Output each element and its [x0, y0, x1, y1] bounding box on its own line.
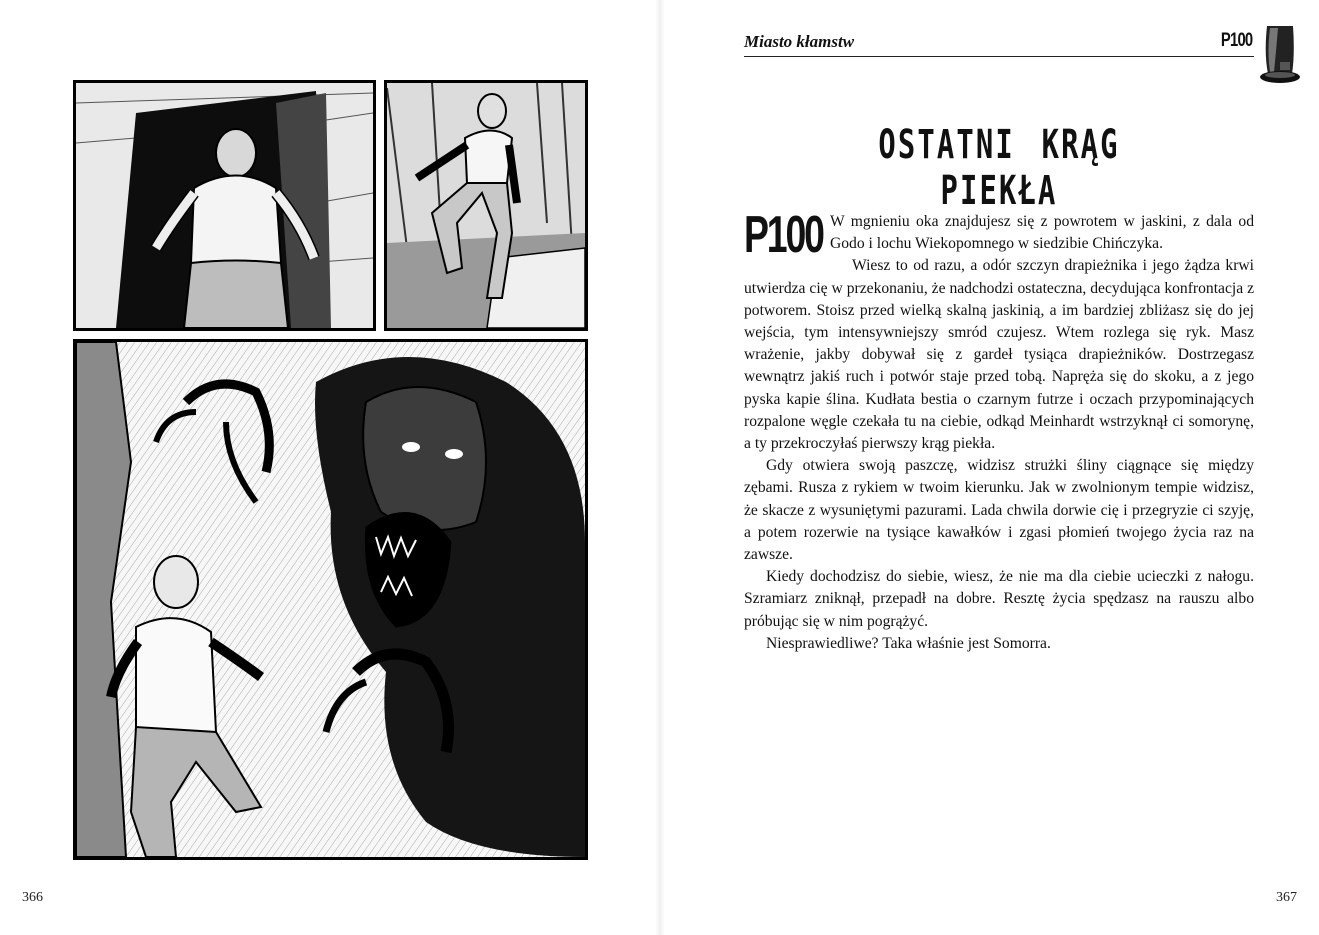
- comic-panel-1: [73, 80, 376, 331]
- body-text: [744, 206, 1254, 655]
- book-title: Miasto kłamstw: [744, 32, 855, 51]
- chapter-title: OSTATNI KRĄG PIEKŁA: [878, 122, 1120, 214]
- paragraph-2: Wiesz to od razu, a odór szczyn drapieżnika i jego żądza krwi utwierdza cię w przekonaniu, że nadchodzi ostateczna, decydująca konfrontacja z potworem. Stoisz przed wielką skalną jaskinią, a im bardziej zbliżasz się do jej wejścia, tym intensywniejszy smród czujesz. Wtem rozlega się ryk. Masz wrażenie, jakby dobywał się z gardeł tysiąca drapieżników. Dostrzegasz wewnątrz jakiś ruch i potwór staje przed tobą. Napręża się do skoku, a z jego pyska kapie ślina. Kudłata bestia o czarnym futrze i oczach przypominających rozpalone węgle czekała tu na ciebie, odkąd Meinhardt wstrzyknął ci somorynę, a ty przekroczyłaś pierwszy krąg piekła.: [744, 257, 1254, 453]
- comic-panel-2: [384, 80, 588, 331]
- top-hat-icon: [1258, 24, 1300, 86]
- paragraph-4: Kiedy dochodzisz do siebie, wiesz, że nie ma dla ciebie ucieczki z nałogu. Szramiarz zniknął, przepadł na dobre. Resztę życia spędzasz na rauszu albo próbując się w nim pogrążyć.: [744, 568, 1254, 630]
- book-gutter: [655, 0, 665, 935]
- page-number-left: 366: [22, 890, 43, 905]
- running-head-section-code: P100: [1220, 30, 1252, 51]
- paragraph-5: Niesprawiedliwe? Taka właśnie jest Somorra.: [766, 634, 1051, 652]
- page-number-right: 367: [1276, 890, 1297, 905]
- comic-panel-3-monster-attack: [73, 339, 588, 860]
- paragraph-1-text: W mgnieniu oka znajdujesz się z powrotem w jaskini, z dala od Godo i lochu Wiekopomnego w siedzibie Chińczyka.: [830, 213, 1254, 253]
- paragraph-1: [744, 206, 1254, 264]
- drop-section-code: P100: [744, 206, 823, 264]
- paragraph-3: Gdy otwiera swoją paszczę, widzisz strużki śliny ciągnące się między zębami. Rusza z rykiem w twoim kierunku. Jak w zwolnionym tempie widzisz, że skacze z wysuniętymi pazurami. Lada chwila dorwie cię i przegryzie ci szyję, a potem rozerwie na tysiące kawałków i zgasi płomień twojego życia raz na zawsze.: [744, 457, 1254, 564]
- running-head: [744, 30, 1254, 57]
